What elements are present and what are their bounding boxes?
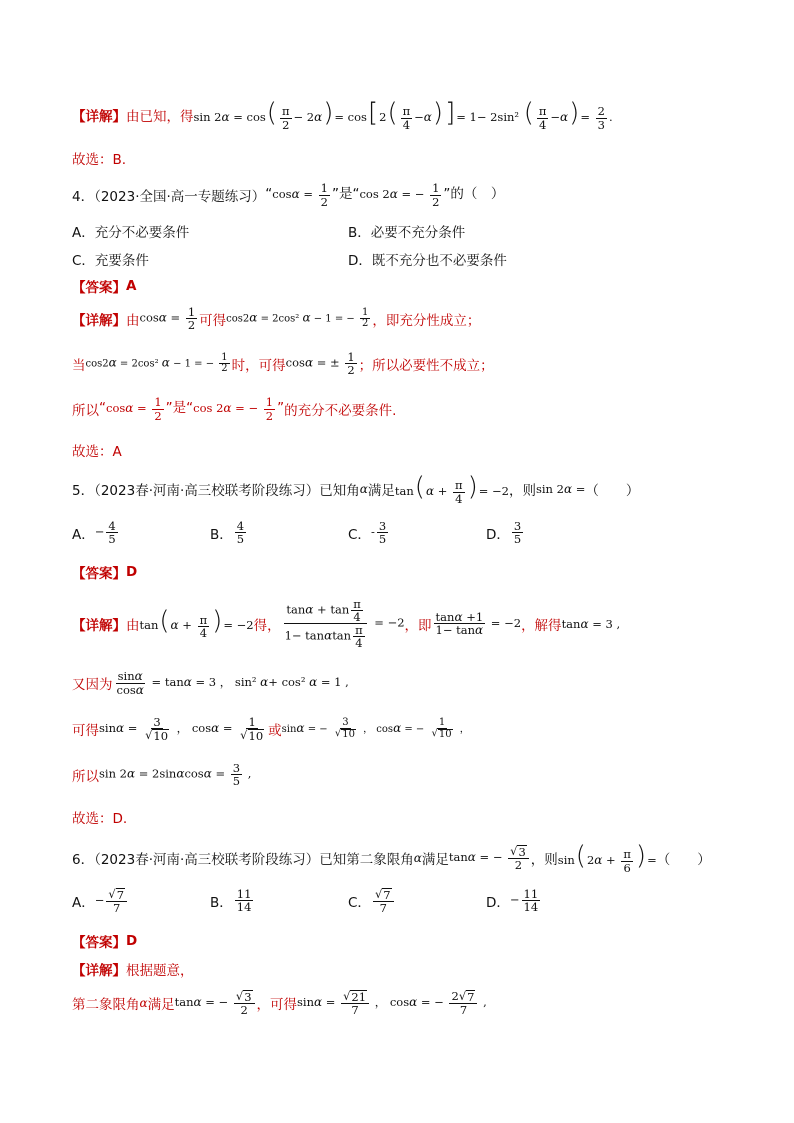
q6-option-a: A． − √ 7 7	[72, 888, 129, 914]
q5-d-t4: ，解得	[521, 617, 562, 634]
q4-detail-2: 当 cos2α = 2cos² α − 1 = − $\frac{1}{2}$ 时，可得 cosα = ± $\frac{1}{2}$ ；所以必要性不成立；	[72, 350, 494, 378]
q5-tail: （ ）	[585, 483, 640, 500]
q5-option-d: D． $\frac{3}{5}$	[486, 519, 522, 547]
q4-d-t5: 时，可得	[231, 357, 286, 374]
q5-detail-4: 所以 sin 2α = 2sinαcosα = $\frac{3}{5}$ ,	[72, 761, 252, 789]
q4-option-c: C．充要条件	[72, 253, 149, 269]
prev-detail-text: 由已知，得	[126, 109, 194, 126]
answer-tag: 【答案】	[72, 935, 126, 951]
q4-detail-1: 【详解】 由 cosα = $\frac{1}{2}$ 可得 cos2α = 2cos² α − 1 = − $\frac{1}{2}$ ，即充分性成立；	[72, 305, 481, 333]
q4-option-b: B．必要不充分条件	[348, 225, 466, 241]
q5-answer	[72, 562, 137, 582]
q5-d-t7: 或	[268, 723, 282, 740]
q5-choose: 故选：D.	[72, 811, 128, 827]
q6-d-t1: 根据题意，	[126, 963, 194, 979]
q6-answer	[72, 931, 137, 951]
q4-d-t7: 所以	[72, 402, 99, 419]
q6-d-t4: ，可得	[256, 997, 298, 1014]
detail-tag: 【详解】	[72, 312, 126, 329]
detail-tag: 【详解】	[72, 963, 126, 979]
q6-d-t3: 满足	[147, 997, 175, 1014]
detail-tag: 【详解】	[72, 109, 126, 126]
q6-detail-2: 第二象限角 α 满足 tanα = − √ 3 2 ，可得 sinα = √ 21 7 ， cosα = − 2√ 7 7 ,	[72, 989, 487, 1018]
q5-mid: 满足	[367, 483, 395, 500]
q5-d-t1: 由	[126, 617, 140, 634]
q5-option-a: A． − $\frac{4}{5}$	[72, 519, 116, 547]
q5-option-b: B． $\frac{4}{5}$	[210, 519, 245, 547]
q4-option-a: A．充分不必要条件	[72, 225, 190, 241]
detail-tag: 【详解】	[72, 617, 126, 634]
q4-d-t4: 当	[72, 357, 86, 374]
q5-detail-3: 可得 sinα = 3 √ 10 ， cosα = 1 √ 10 或 sinα = − 3 √ 10 ， cosα = − 1 √ 10 ，	[72, 715, 470, 744]
prev-formula: sin 2α = cos( $\frac{\pi}{2}$ − 2α)= cos[2( $\frac{\pi}{4}$ −α)]= 1− 2sin² ( $\frac{\pi}{4}$ −α)= $\frac{2}{3}$ .	[193, 98, 613, 132]
q5-d-t8: 所以	[72, 768, 99, 785]
q6-detail-1	[72, 959, 194, 979]
q5-detail-1: 【详解】 由 tan(α + $\frac{\pi}{4}$ )= −2 得， tanα + tan $\frac{\pi}{4}$ 1− tanαtan $\frac{\pi}{4}$ = −2 ，即 $\frac{\tan\alpha +1}{1- \tan\alpha}$ = −2 ，解得 tanα = 3 ,	[72, 597, 621, 651]
q5-stem: 5．（2023春·河南·高三校联考阶段练习）已知角 α 满足 tan(α + $\frac{\pi}{4}$ )= −2 ，则 sin 2α = （ ）	[72, 472, 640, 506]
q6-option-d: D． − $\frac{11}{14}$	[486, 887, 539, 915]
q5-then: ，则	[508, 483, 536, 500]
q6-option-b: B． $\frac{11}{14}$	[210, 887, 252, 915]
q4-d-t8: 的充分不必要条件.	[284, 402, 397, 419]
q6-tail: （ ）	[656, 852, 711, 869]
q5-answer-value: D	[126, 564, 138, 580]
q4-d-t3: ，即充分性成立；	[372, 312, 481, 329]
q4-d-t6: ；所以必要性不成立；	[358, 357, 494, 374]
q6-d-t2: 第二象限角	[72, 997, 140, 1014]
q4-option-d: D．既不充分也不必要条件	[348, 253, 507, 269]
q6-answer-value: D	[126, 933, 138, 949]
answer-tag: 【答案】	[72, 280, 126, 296]
answer-tag: 【答案】	[72, 566, 126, 582]
q4-answer	[72, 276, 136, 296]
q4-choose: 故选：A	[72, 444, 122, 460]
q5-d-t3: ，即	[404, 617, 432, 634]
q5-option-c: C． ‑ $\frac{3}{5}$	[348, 519, 387, 547]
q5-d-t6: 可得	[72, 723, 99, 740]
q5-source: 5．（2023春·河南·高三校联考阶段练习）已知角	[72, 483, 360, 500]
q6-then: ，则	[530, 852, 558, 869]
q4-d-t1: 由	[126, 312, 140, 329]
q6-stem: 6．（2023春·河南·高三校联考阶段练习）已知第二象限角 α 满足 tanα = − √ 3 2 ，则 sin(2α + $\frac{\pi}{6}$ )= （ ）	[72, 841, 711, 875]
prev-detail-line	[72, 100, 613, 131]
q4-stem	[72, 182, 504, 208]
q4-quote: “cosα = $\frac{1}{2}$ ”是“cos 2α = − $\frac{1}{2}$ ”的（ ）	[265, 181, 505, 209]
q4-d-t2: 可得	[199, 312, 227, 329]
q5-d-t5: 又因为	[72, 677, 113, 694]
q4-source: 4．（2023·全国·高一专题练习）	[72, 188, 266, 205]
q6-mid: 满足	[421, 852, 449, 869]
q4-detail-3: 所以 “cosα = $\frac{1}{2}$ ”是“cos 2α = − $\frac{1}{2}$ ” 的充分不必要条件.	[72, 395, 397, 423]
q6-option-c: C． √ 7 7	[348, 888, 396, 914]
q6-source: 6．（2023春·河南·高三校联考阶段练习）已知第二象限角	[72, 852, 414, 869]
q5-d-t2: 得，	[253, 617, 281, 634]
q4-answer-value: A	[126, 278, 137, 294]
prev-choose: 故选：B.	[72, 152, 127, 168]
q5-detail-2: 又因为 $\frac{\sin\alpha}{\cos\alpha}$ = tanα = 3 ， sin² α+ cos² α = 1 ,	[72, 669, 349, 697]
